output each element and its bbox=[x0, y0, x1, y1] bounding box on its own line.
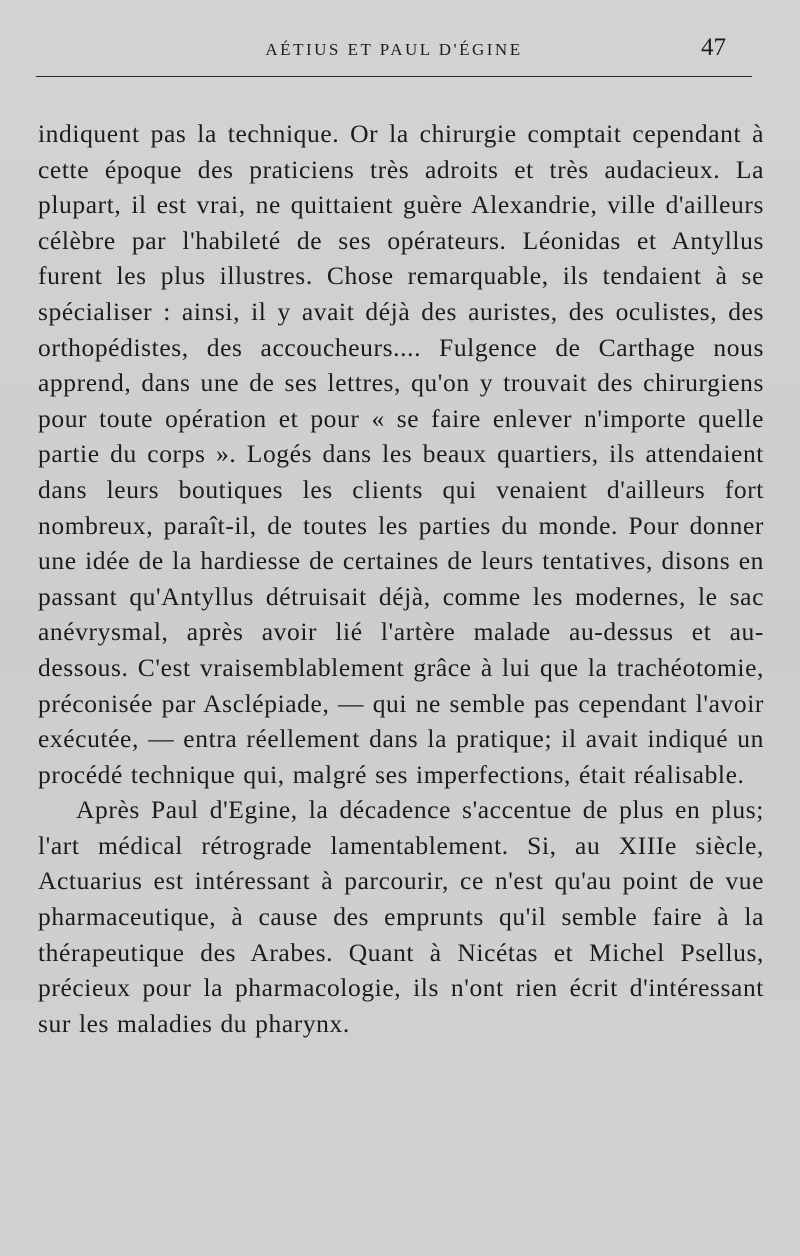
paragraph-1: indiquent pas la technique. Or la chirurgie comptait cependant à cette époque des praticiens très adroits et très audacieux. La plupart, il est vrai, ne quittaient guère Alexandrie, ville d'ailleurs célèbre par l'habileté de ses opérateurs. Léonidas et Antyllus furent les plus illustres. Chose remarquable, ils tendaient à se spécialiser : ainsi, il y avait déjà des auristes, des oculistes, des orthopédistes, des accoucheurs.... Fulgence de Carthage nous apprend, dans une de ses lettres, qu'on y trouvait des chirurgiens pour toute opération et pour « se faire enlever n'importe quelle partie du corps ». Logés dans les beaux quartiers, ils attendaient dans leurs boutiques les clients qui venaient d'ailleurs fort nombreux, paraît-il, de toutes les parties du monde. Pour donner une idée de la hardiesse de certaines de leurs tentatives, disons en passant qu'Antyllus détruisait déjà, comme les modernes, le sac anévrysmal, après avoir lié l'artère malade au-dessus et au-dessous. C'est vraisemblablement grâce à lui que la trachéotomie, préconisée par Asclépiade, — qui ne semble pas cependant l'avoir exécutée, — entra réellement dans la pratique; il avait indiqué un procédé technique qui, malgré ses imperfections, était réalisable. bbox=[38, 119, 764, 789]
body-text bbox=[38, 116, 764, 1041]
running-title: AÉTIUS ET PAUL D'ÉGINE bbox=[265, 40, 523, 59]
paragraph-2: Après Paul d'Egine, la décadence s'accentue de plus en plus; l'art médical rétrograde lamentablement. Si, au XIIIe siècle, Actuarius est intéressant à parcourir, ce n'est qu'au point de vue pharmaceutique, à cause des emprunts qu'il semble faire à la thérapeutique des Arabes. Quant à Nicétas et Michel Psellus, précieux pour la pharmacologie, ils n'ont rien écrit d'intéressant sur les maladies du pharynx. bbox=[38, 795, 764, 1038]
header-rule bbox=[36, 76, 752, 77]
page-number: 47 bbox=[701, 34, 726, 61]
running-head bbox=[36, 30, 752, 76]
